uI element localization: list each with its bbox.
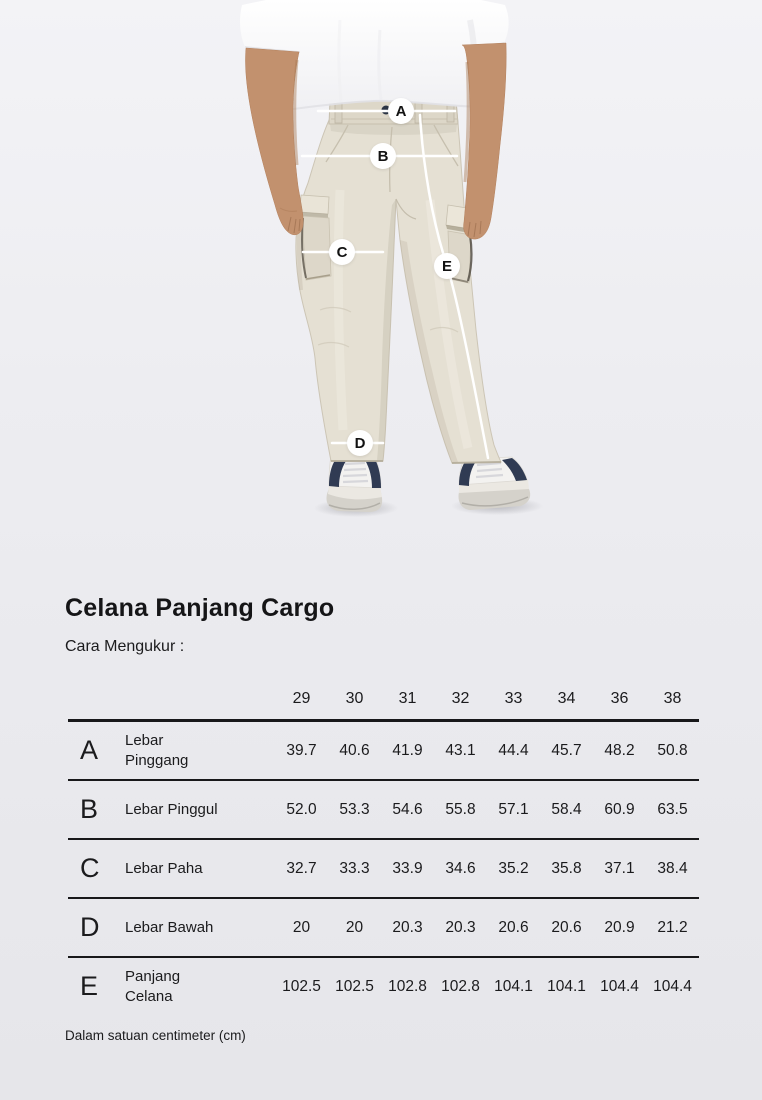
cell-value: 40.6 bbox=[339, 741, 370, 759]
marker-label: D bbox=[354, 434, 366, 452]
cell-value: 35.2 bbox=[498, 859, 529, 877]
sneakers bbox=[326, 457, 530, 512]
page-title: Celana Panjang Cargo bbox=[65, 594, 335, 622]
cell-value: 20.6 bbox=[498, 918, 529, 936]
cell-value: 45.7 bbox=[551, 741, 582, 759]
cell-value: 20 bbox=[292, 918, 311, 936]
cell-value: 102.8 bbox=[441, 977, 480, 995]
row-letter: D bbox=[80, 912, 100, 942]
cell-value: 32.7 bbox=[286, 859, 317, 877]
marker-label: E bbox=[441, 257, 452, 275]
size-col-header: 32 bbox=[451, 690, 470, 707]
table-row-waist bbox=[68, 722, 699, 781]
row-letter: A bbox=[80, 735, 99, 765]
marker-label: B bbox=[377, 147, 389, 165]
row-label: Lebar Pinggul bbox=[125, 800, 218, 818]
row-label: Panjang Celana bbox=[125, 968, 181, 1005]
row-label: Lebar Bawah bbox=[125, 918, 214, 936]
cell-value: 104.1 bbox=[547, 977, 586, 995]
size-table-body bbox=[68, 722, 699, 1015]
size-col-header: 33 bbox=[504, 690, 523, 707]
cell-value: 20.9 bbox=[604, 918, 635, 936]
size-table bbox=[68, 670, 699, 1015]
size-guide-content bbox=[0, 594, 762, 1043]
cell-value: 33.9 bbox=[392, 859, 423, 877]
marker-label: A bbox=[395, 102, 407, 120]
cell-value: 102.5 bbox=[335, 977, 374, 995]
cell-value: 39.7 bbox=[286, 741, 317, 759]
measure-instruction: Cara Mengukur : bbox=[65, 638, 185, 655]
measurement-marker-d bbox=[347, 430, 373, 456]
cell-value: 50.8 bbox=[657, 741, 688, 759]
cell-value: 57.1 bbox=[498, 800, 529, 818]
table-row-thigh bbox=[68, 840, 699, 899]
cell-value: 21.2 bbox=[657, 918, 688, 936]
cell-value: 20.3 bbox=[392, 918, 423, 936]
size-col-header: 30 bbox=[345, 690, 364, 707]
size-col-header: 31 bbox=[398, 690, 417, 707]
cell-value: 104.4 bbox=[653, 977, 692, 995]
table-row-length bbox=[68, 958, 699, 1015]
table-row-leg-opening bbox=[68, 899, 699, 958]
row-letter: E bbox=[80, 971, 99, 1001]
row-label: Lebar Paha bbox=[125, 859, 203, 877]
size-table-header bbox=[68, 670, 699, 722]
cell-value: 58.4 bbox=[551, 800, 582, 818]
size-col-header: 29 bbox=[292, 690, 311, 707]
measurement-marker-e bbox=[434, 253, 460, 279]
measurement-marker-a bbox=[388, 98, 414, 124]
cell-value: 41.9 bbox=[392, 741, 423, 759]
size-col-header: 36 bbox=[610, 690, 629, 707]
row-letter: B bbox=[80, 794, 99, 824]
cell-value: 20 bbox=[345, 918, 364, 936]
size-col-header: 38 bbox=[663, 690, 682, 707]
cell-value: 52.0 bbox=[286, 800, 317, 818]
cell-value: 37.1 bbox=[604, 859, 635, 877]
cell-value: 34.6 bbox=[445, 859, 476, 877]
cell-value: 104.4 bbox=[600, 977, 639, 995]
cell-value: 38.4 bbox=[657, 859, 688, 877]
marker-label: C bbox=[336, 243, 348, 261]
cell-value: 102.8 bbox=[388, 977, 427, 995]
cell-value: 55.8 bbox=[445, 800, 476, 818]
size-col-header: 34 bbox=[557, 690, 576, 707]
cell-value: 63.5 bbox=[657, 800, 688, 818]
cell-value: 33.3 bbox=[339, 859, 370, 877]
cell-value: 44.4 bbox=[498, 741, 529, 759]
cell-value: 54.6 bbox=[392, 800, 423, 818]
cell-value: 102.5 bbox=[282, 977, 321, 995]
cell-value: 48.2 bbox=[604, 741, 635, 759]
unit-note: Dalam satuan centimeter (cm) bbox=[65, 1028, 246, 1043]
cell-value: 60.9 bbox=[604, 800, 635, 818]
cell-value: 104.1 bbox=[494, 977, 533, 995]
measurement-marker-b bbox=[370, 143, 396, 169]
cell-value: 20.3 bbox=[445, 918, 476, 936]
cell-value: 20.6 bbox=[551, 918, 582, 936]
row-label: Lebar Pinggang bbox=[125, 732, 189, 769]
measurement-marker-c bbox=[329, 239, 355, 265]
row-letter: C bbox=[80, 853, 100, 883]
cell-value: 53.3 bbox=[339, 800, 370, 818]
cell-value: 35.8 bbox=[551, 859, 582, 877]
cell-value: 43.1 bbox=[445, 741, 476, 759]
table-row-hip bbox=[68, 781, 699, 840]
